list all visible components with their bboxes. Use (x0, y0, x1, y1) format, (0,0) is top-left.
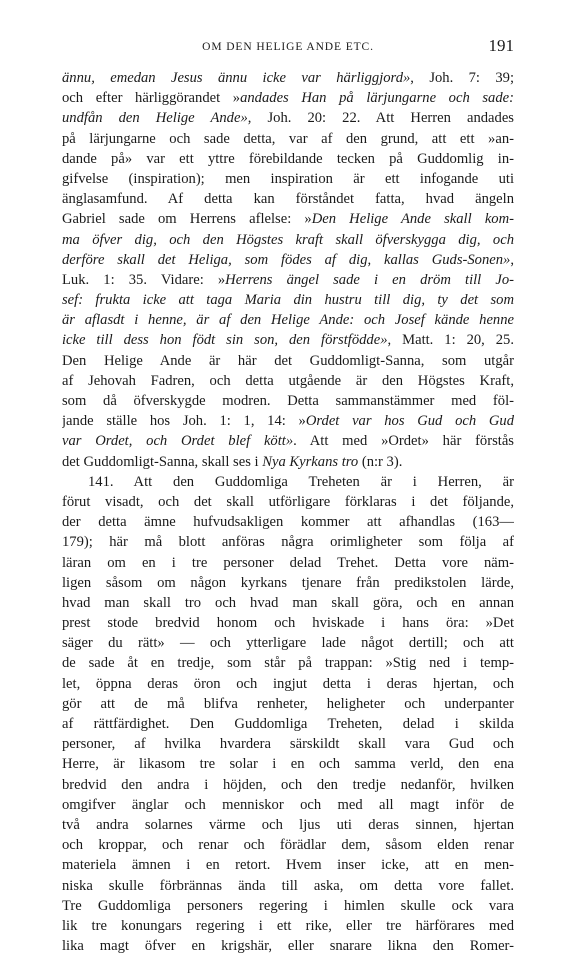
text-run: Tre Guddomliga personers regering i himlen skulle ock vara (62, 897, 514, 914)
text-run: 179); här må blott anföras några orimligheter som följa af (62, 534, 514, 551)
text-run: prest stode bredvid honom och hviskade i hans öra: »Det (62, 615, 514, 632)
text-run: lik tre konungars regering i ett rike, eller tre härförares med (62, 917, 514, 934)
text-run: af rättfärdighet. Den Guddomliga Treheten, delad i skilda (62, 716, 514, 732)
text-line (62, 613, 514, 633)
text-line (62, 189, 514, 209)
text-line (62, 169, 514, 189)
text-run: säger du rätt» — och ytterligare lade något dertill; och att (62, 635, 514, 652)
text-line (62, 108, 514, 128)
italic-text-run: andades Han på lärjungarne och sade: (240, 90, 514, 107)
body-text (62, 68, 514, 956)
text-run: Den Helige Ande är här det Guddomligt-Sanna, som utgår (62, 352, 514, 369)
text-run: materiela ämnen i en retort. Hvem inser icke, att en men- (62, 857, 514, 874)
text-line (62, 68, 514, 88)
italic-text-run: icke till dess hon födt sin son, den förstfödde» (62, 332, 388, 349)
text-line (62, 492, 514, 512)
text-run: gifvelse (inspiration); men inspiration är ett infogande uti (62, 170, 514, 187)
text-run: personer, af hvilka hvardera särskildt skall vara Gud och (62, 736, 514, 753)
italic-text-run: Nya Kyrkans tro (262, 453, 359, 470)
text-run: , Joh. 20: 22. Att Herren andades (247, 110, 514, 127)
text-run: bredvid den andra i höjden, och den tredje nedanför, hvilken (62, 776, 514, 793)
text-run: , (510, 251, 514, 268)
text-line (62, 734, 514, 754)
text-run: två andra solarnes värme och ljus uti deras sinnen, hjertan (62, 816, 514, 833)
text-run: ligen såsom om någon kyrkans tjenare från predikstolen lärde, (62, 574, 514, 591)
italic-text-run: ännu, emedan Jesus ännu icke var härliggjord» (62, 70, 411, 86)
running-head: OM DEN HELIGE ANDE ETC. (202, 41, 374, 53)
text-line (62, 775, 514, 795)
text-line (62, 553, 514, 573)
italic-text-run: är aflasdt i henne, är af den Helige Ande: och Josef kände henne (62, 312, 514, 329)
italic-text-run: sef: frukta icke att taga Maria din hustru till dig, ty det som (62, 292, 514, 309)
page-number: 191 (488, 36, 514, 55)
text-line (62, 593, 514, 613)
text-line (62, 250, 514, 270)
text-line (62, 371, 514, 391)
text-run: läran om en i tre personer delad Trehet. Detta vore näm- (62, 554, 514, 571)
text-line (62, 270, 514, 290)
text-line (62, 452, 514, 472)
text-run: det Guddomligt-Sanna, skall ses i (62, 453, 263, 470)
italic-text-run: Herrens ängel sade i en dröm till Jo- (225, 271, 514, 288)
text-run: . Att med »Ordet» här förstås (293, 433, 514, 450)
text-run: förut visadt, och det skall utförligare förklaras i det följande, (62, 493, 514, 510)
text-run: let, öppna deras öron och ingjut detta i deras hjertan, och (62, 675, 514, 692)
text-run: Gabriel sade om Herrens aflelse: » (62, 211, 312, 228)
text-run: på lärjungarne och sade detta, var af den grund, att ett »an- (62, 130, 514, 147)
text-line (62, 351, 514, 371)
text-run: änglasamfund. Af detta kan förståndet fatta, hvad ängeln (62, 191, 514, 208)
text-line (62, 876, 514, 896)
text-line (62, 936, 514, 956)
italic-text-run: var Ordet, och Ordet blef kött» (62, 433, 294, 450)
text-line (62, 653, 514, 673)
text-run: Luk. 1: 35. Vidare: » (62, 271, 226, 288)
text-run: niska skulle förbrännas ända till aska, om detta vore fallet. (62, 877, 514, 894)
text-line (62, 88, 514, 108)
italic-text-run: undfån den Helige Ande» (62, 110, 248, 127)
italic-text-run: ma öfver dig, och den Högstes kraft skall öfverskygga dig, och (62, 231, 514, 248)
text-run: som då öfverskygde modren. Detta sammanstämmer med föl- (62, 393, 514, 409)
text-run: dande på» var ett yttre förebildande tecken på Guddomlig in- (62, 150, 514, 167)
text-run: lika magt öfver en krigshär, eller snarare likna den Romer- (62, 938, 514, 955)
text-line (62, 714, 514, 734)
text-run: , Joh. 7: 39; (410, 70, 514, 86)
text-line (62, 512, 514, 532)
italic-text-run: Den Helige Ande skall kom- (311, 211, 514, 228)
text-line (62, 411, 514, 431)
text-line (62, 795, 514, 815)
text-line (62, 391, 514, 411)
italic-text-run: Ordet var hos Gud och Gud (305, 413, 514, 430)
text-run: af Jehovah Fadren, och detta utgående är den Högstes Kraft, (62, 372, 514, 389)
text-line (62, 633, 514, 653)
text-line (62, 209, 514, 229)
text-line (62, 149, 514, 169)
text-run: (n:r 3). (358, 453, 403, 470)
text-run: de sade åt en tredje, som står på trappan: »Stig ned i temp- (62, 655, 514, 672)
text-line (62, 896, 514, 916)
text-line (62, 916, 514, 936)
text-line (62, 573, 514, 593)
text-line (62, 835, 514, 855)
text-run: gör att de må blifva renheter, heligheter och underpanter (62, 695, 514, 712)
text-run: der detta ämne hufvudsakligen kommer att afhandlas (163— (62, 514, 514, 531)
text-line (62, 310, 514, 330)
text-line (62, 290, 514, 310)
text-line (62, 674, 514, 694)
text-run: jande ställe hos Joh. 1: 1, 14: » (62, 413, 306, 430)
text-run: , Matt. 1: 20, 25. (387, 332, 514, 349)
text-line (62, 694, 514, 714)
italic-text-run: derföre skall det Heliga, som födes af dig, kallas Guds-Sonen» (62, 251, 511, 268)
text-line (62, 129, 514, 149)
text-run: omgifver änglar och menniskor och med all magt inför de (62, 796, 514, 813)
text-line (62, 472, 514, 492)
text-line (62, 230, 514, 250)
page-header (62, 36, 514, 58)
text-run: hvad man skall tro och hvad man skall göra, och en annan (62, 594, 514, 611)
text-line (62, 815, 514, 835)
text-run: Herre, är likasom tre solar i en och samma verld, den ena (62, 756, 514, 773)
text-line (62, 330, 514, 350)
text-run: och efter härliggörandet » (62, 90, 241, 107)
text-run: 141. Att den Guddomliga Treheten är i Herren, är (88, 473, 514, 490)
text-line (62, 855, 514, 875)
text-line (62, 532, 514, 552)
text-line (62, 754, 514, 774)
text-run: och kroppar, och renar och förädlar dem, såsom elden renar (62, 837, 514, 854)
text-line (62, 431, 514, 451)
